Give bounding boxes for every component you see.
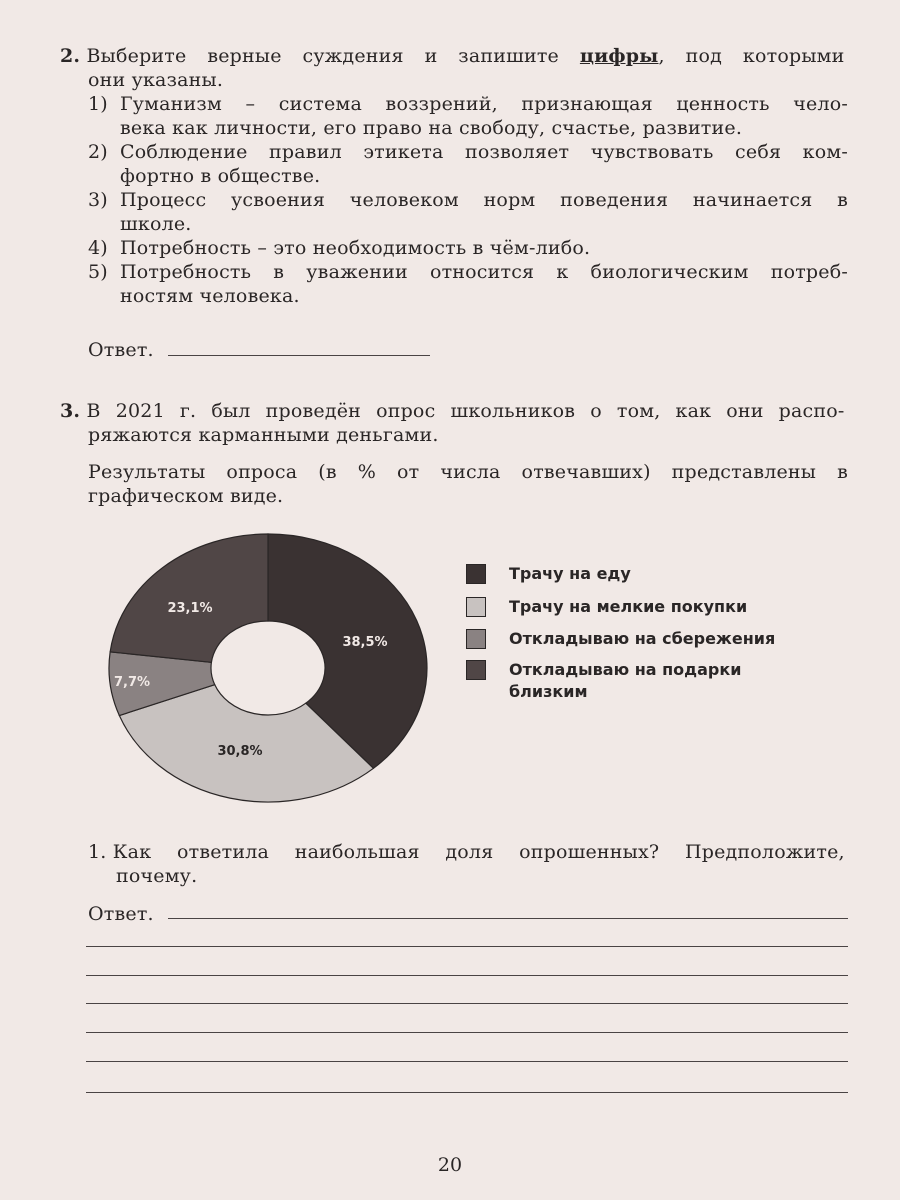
task2-item-number: 4) [88, 237, 108, 259]
task2-line2: они указаны. [88, 69, 224, 91]
donut-chart [100, 530, 440, 820]
task3-question-number: 1. [88, 841, 107, 863]
slice-label: 23,1% [167, 601, 213, 616]
task3-number: 3. [60, 400, 81, 422]
legend-swatch [466, 597, 486, 617]
task2-answer-line[interactable] [168, 355, 430, 356]
task2-text-b: , под которыми [658, 45, 845, 67]
task3-intro-line2: ряжаются карманными деньгами. [88, 424, 439, 446]
task2-item-number: 2) [88, 141, 108, 163]
task2-item-text: века как личности, его право на свободу, счастье, развитие. [120, 117, 743, 139]
task3-question-line2: почему. [116, 865, 198, 887]
task2-item-number: 5) [88, 261, 108, 283]
task3-answer-line-7[interactable] [86, 1092, 848, 1093]
task2-item-text: Потребность – это необходимость в чём-либо. [120, 237, 591, 259]
task3-intro-text1: В 2021 г. был проведён опрос школьников о том, как они распо- [86, 400, 845, 422]
task2-item-text: Потребность в уважении относится к биологическим потреб- [120, 261, 848, 283]
task2-answer-label: Ответ. [88, 339, 154, 361]
task2-item-text: школе. [120, 213, 192, 235]
slice-label: 38,5% [342, 635, 388, 650]
task3-answer-line-3[interactable] [86, 975, 848, 976]
task2-emph: цифры [579, 45, 659, 67]
donut-slice [110, 534, 268, 662]
task2-item-number: 3) [88, 189, 108, 211]
task3-results-line2: графическом виде. [88, 485, 284, 507]
legend-swatch [466, 629, 486, 649]
task3-answer-label: Ответ. [88, 903, 154, 925]
legend-swatch [466, 660, 486, 680]
task3-results-line1: Результаты опроса (в % от числа отвечавших) представлены в [88, 461, 848, 483]
page-number: 20 [437, 1154, 463, 1176]
slice-label: 30,8% [217, 744, 263, 759]
task3-answer-line-5[interactable] [86, 1032, 848, 1033]
task2-item-text: фортно в обществе. [120, 165, 321, 187]
task3-question-text1: Как ответила наибольшая доля опрошенных? Предположите, [112, 841, 845, 863]
task3-answer-line-6[interactable] [86, 1061, 848, 1062]
task2-item-text: ностям человека. [120, 285, 300, 307]
legend-label: Трачу на еду [509, 564, 631, 583]
legend-label: Откладываю на сбережения [509, 629, 776, 648]
task3-answer-line-4[interactable] [86, 1003, 848, 1004]
task2-item-number: 1) [88, 93, 108, 115]
task2-text-a: Выберите верные суждения и запишите [86, 45, 560, 67]
legend-label: Откладываю на подарки [509, 660, 742, 679]
task3-answer-line-2[interactable] [86, 946, 848, 947]
task2-number: 2. [60, 45, 81, 67]
legend-label: близким [509, 682, 588, 701]
task2-item-text: Соблюдение правил этикета позволяет чувствовать себя ком- [120, 141, 848, 163]
legend-swatch [466, 564, 486, 584]
task3-intro-line1 [60, 399, 848, 423]
task3-question-line1 [88, 840, 848, 864]
task2-item-text: Процесс усвоения человеком норм поведения начинается в [120, 189, 848, 211]
task2-item-text: Гуманизм – система воззрений, признающая ценность чело- [120, 93, 848, 115]
legend-label: Трачу на мелкие покупки [509, 597, 748, 616]
slice-label: 7,7% [113, 675, 151, 690]
task2-line1 [60, 44, 848, 68]
task3-answer-line-1[interactable] [168, 918, 848, 919]
